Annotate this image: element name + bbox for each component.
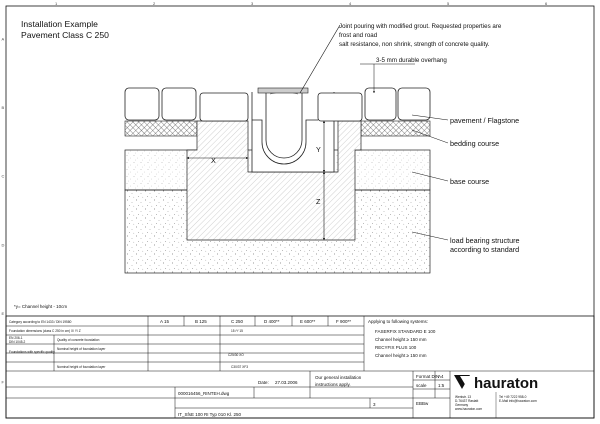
systems-heading: Applying to following systems:	[368, 319, 429, 324]
sheet-number: 3	[373, 402, 376, 407]
label-pavement: pavement / Flagstone	[450, 116, 520, 125]
val-2: C25/30 XO	[228, 353, 244, 357]
note-joint-line1: Joint pouring with modified grout. Requested properties are	[339, 23, 502, 30]
system-1-height: Channel height ≥ 150 mm	[375, 337, 427, 342]
leader-joint	[300, 25, 340, 93]
row5-desc: Nominal height of foundation layer	[57, 365, 106, 369]
grid-marks-side	[2, 36, 5, 384]
col-a15: A 15	[160, 319, 170, 324]
scale-label: scale	[416, 383, 427, 388]
date-label: Date:	[258, 380, 269, 385]
grid-col-5: 5	[447, 1, 450, 6]
note-joint-line3: salt resistance, non shrink, strength of concrete quality.	[339, 41, 490, 48]
channel-height-note: *y= Channel height - 10cm	[14, 304, 68, 309]
format-label: Format DIN	[416, 374, 440, 379]
contact-1: Tel +49 7222 958-0	[499, 395, 527, 399]
col-e600: E 600**	[300, 319, 316, 324]
drawing-id: IT_SfsE 100 RI Typ 010 Kl. 250	[178, 412, 241, 417]
grid-col-6: 6	[545, 1, 548, 6]
grid-col-4: 4	[349, 1, 352, 6]
col-b125: B 125	[195, 319, 207, 324]
date-value: 27.03.2006	[275, 380, 298, 385]
row3-code: EN 206-1	[9, 336, 23, 340]
address-4: www.hauraton.com	[455, 407, 483, 411]
grid-row-C: C	[1, 173, 5, 179]
address-2: D-76437 Rastatt	[455, 399, 479, 403]
drawing-title: Installation Example	[21, 19, 98, 29]
system-2-height: Channel height ≥ 150 mm	[375, 353, 427, 358]
dim-y-label: Y	[316, 145, 321, 154]
val-3: C30/37 XF3	[231, 365, 249, 369]
row4-desc: Nominal height of foundation layer	[57, 347, 106, 351]
grid-row-A: A	[1, 36, 5, 42]
hauraton-logo	[454, 375, 538, 392]
grid-row-D: D	[1, 242, 5, 248]
channel-invert	[266, 92, 302, 158]
grid-marks-top	[55, 1, 548, 6]
contact-2: E-Mail info@hauraton.com	[499, 399, 537, 403]
dim-z-label: Z	[316, 197, 321, 206]
author-code: EBBw	[416, 401, 429, 406]
system-2: RECYFIX PLUS 100	[375, 345, 417, 350]
col-f900: F 900**	[336, 319, 352, 324]
col-d400: D 400**	[264, 319, 280, 324]
general-note-1: Our general installation	[315, 375, 362, 380]
label-base-course: base course	[450, 177, 490, 186]
grid-col-1: 1	[55, 1, 58, 6]
format-value: A4	[438, 374, 444, 379]
row3-desc: Quality of concrete foundation	[57, 338, 100, 342]
drawing-file: 000016456_RINTEH.dwg	[178, 391, 230, 396]
standard-note: Category according to EN 1433 / DIN 19580	[9, 320, 72, 324]
bedding-right	[361, 121, 430, 136]
row3-sub: DIN 1045-2	[9, 340, 26, 344]
note-joint-line2: frost and road	[339, 32, 378, 39]
logo-wordmark: hauraton	[474, 375, 539, 392]
grid-col-3: 3	[251, 1, 254, 6]
label-bedding: bedding course	[450, 139, 500, 148]
pavers-left	[125, 88, 248, 121]
address-3: Germany	[455, 403, 469, 407]
scale-value: 1:5	[438, 383, 445, 388]
drawing-subtitle: Pavement Class C 250	[21, 30, 109, 40]
note-overhang: 3-5 mm durable overhang	[376, 57, 447, 64]
dim-x-label: X	[211, 156, 216, 165]
label-load-bearing-2: according to standard	[450, 245, 520, 254]
row4-code: Foundations with specific quality	[9, 350, 55, 354]
grid-row-F: F	[1, 379, 4, 385]
load-class-row: Foundation dimensions (class C 250 in cm) X/ Y/ Z	[9, 329, 81, 333]
label-load-bearing-1: load bearing structure	[450, 236, 520, 245]
grid-col-2: 2	[153, 1, 156, 6]
address-1: Werkstr. 13	[455, 395, 472, 399]
bedding-left	[125, 121, 197, 136]
col-c250: C 250	[231, 319, 244, 324]
general-note-2: instructions apply.	[315, 382, 351, 387]
grid-row-E: E	[1, 311, 5, 316]
grid-row-B: B	[1, 105, 5, 110]
system-1: FASERFIX STANDARD E 100	[375, 329, 436, 334]
val-1: 15 /*/ 15	[231, 329, 243, 333]
